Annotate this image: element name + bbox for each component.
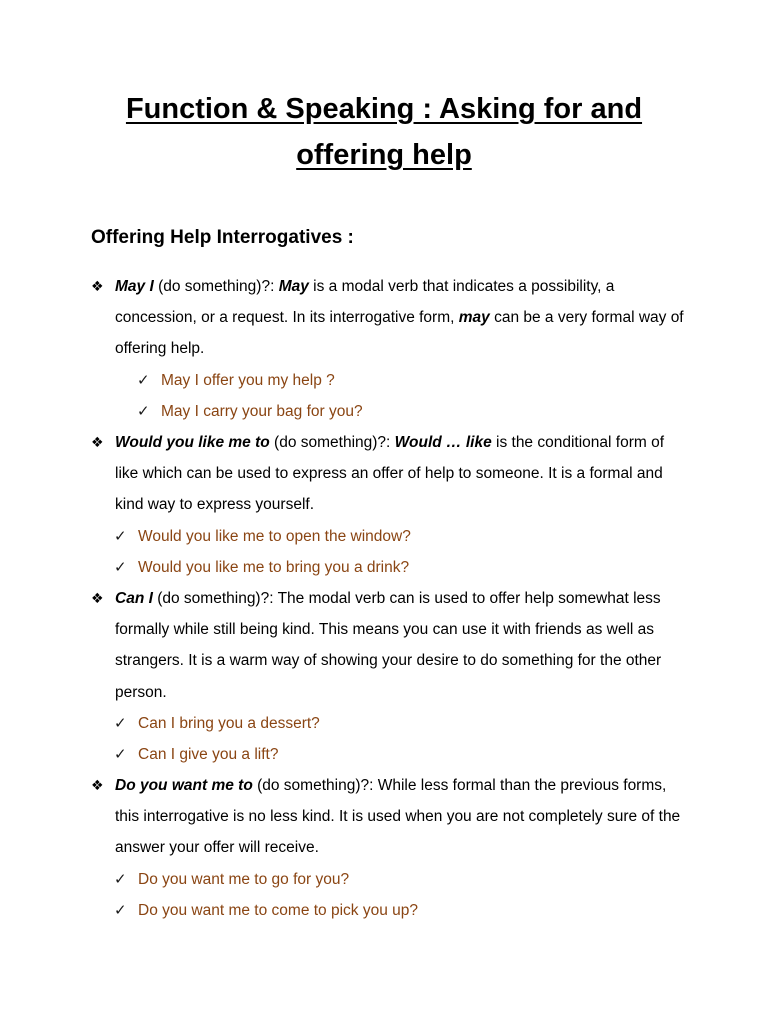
item-term: Can I (115, 590, 153, 607)
example-item (114, 864, 350, 895)
diamond-bullet-icon: ❖ (91, 278, 104, 294)
item-term: Would you like me to (115, 434, 270, 451)
checkmark-icon: ✓ (137, 403, 150, 420)
example-item (114, 521, 411, 552)
item-pattern: (do something)?: (269, 434, 395, 451)
example-item (114, 895, 419, 926)
example-item (137, 396, 363, 427)
title-line-2: offering help (296, 139, 472, 171)
example-text: Do you want me to come to pick you up? (138, 902, 419, 919)
item-pattern: (do something)?: (153, 278, 279, 295)
item-text-b: can be a very formal way of offering help. (115, 309, 684, 358)
example-text: Would you like me to bring you a drink? (138, 559, 410, 576)
list-item-do-you-want (91, 770, 685, 864)
page-title (60, 86, 708, 178)
example-item (137, 365, 335, 396)
diamond-bullet-icon: ❖ (91, 777, 104, 793)
item-term-2: Would … like (394, 434, 492, 451)
title-line-1: Function & Speaking : Asking for and (125, 93, 643, 125)
list-item-would-you-like (91, 427, 685, 521)
section-heading: Offering Help Interrogatives : (91, 227, 354, 248)
checkmark-icon: ✓ (114, 746, 127, 763)
list-item-can-i (91, 583, 685, 708)
item-text-a: is the conditional form of like which can be used to express an offer of help to someone. It is a formal and kind way to express yourself. (115, 434, 665, 514)
checkmark-icon: ✓ (114, 528, 127, 545)
example-text: Can I give you a lift? (138, 746, 279, 763)
example-text: May I carry your bag for you? (161, 403, 363, 420)
checkmark-icon: ✓ (114, 871, 127, 888)
diamond-bullet-icon: ❖ (91, 590, 104, 606)
item-term: Do you want me to (115, 777, 253, 794)
diamond-bullet-icon: ❖ (91, 434, 104, 450)
item-text-a: The modal verb can is used to offer help somewhat less formally while still being kind. This means you can use it with friends as well as strangers. It is a warm way of showing your desire to do something for the other person. (115, 590, 662, 701)
checkmark-icon: ✓ (114, 902, 127, 919)
checkmark-icon: ✓ (114, 559, 127, 576)
checkmark-icon: ✓ (114, 715, 127, 732)
item-pattern: (do something)?: (152, 590, 278, 607)
example-text: May I offer you my help ? (161, 372, 335, 389)
example-text: Do you want me to go for you? (138, 871, 350, 888)
item-text-a: is a modal verb that indicates a possibility, a concession, or a request. In its interrogative form, (115, 278, 615, 327)
example-text: Can I bring you a dessert? (138, 715, 320, 732)
example-text: Would you like me to open the window? (138, 528, 411, 545)
example-item (114, 708, 320, 739)
list-item-may-i (91, 271, 685, 365)
item-term-2: May (278, 278, 309, 295)
item-text-a: While less formal than the previous forms, this interrogative is no less kind. It is used when you are not completely sure of the answer your offer will receive. (115, 777, 681, 857)
example-item (114, 739, 279, 770)
item-term-3: may (458, 309, 490, 327)
example-item (114, 552, 410, 583)
checkmark-icon: ✓ (137, 372, 150, 389)
item-term: May I (115, 278, 154, 295)
item-pattern: (do something)?: (252, 777, 378, 794)
